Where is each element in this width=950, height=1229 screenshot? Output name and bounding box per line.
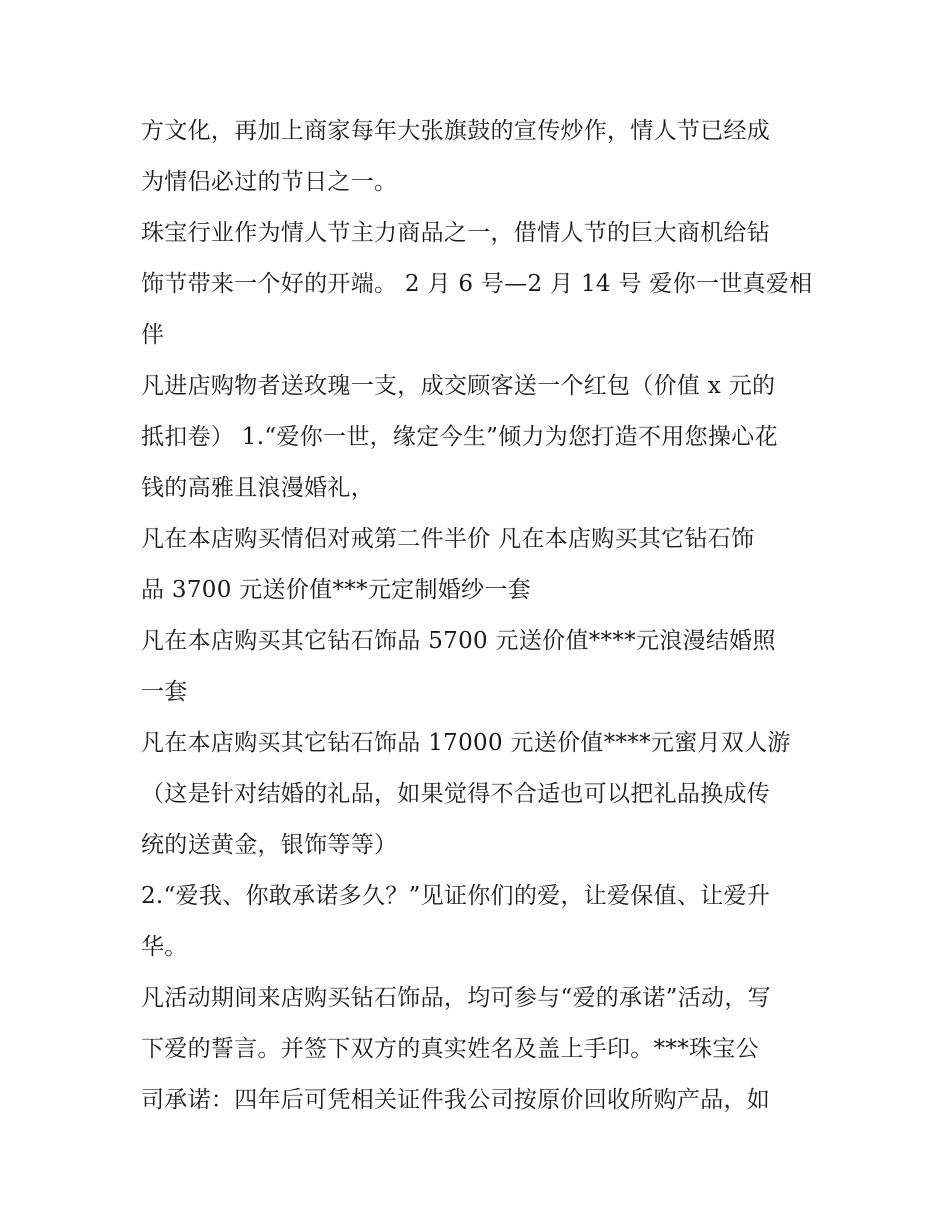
document-body [141,106,816,1126]
text-line: 凡在本店购买情侣对戒第二件半价 凡在本店购买其它钻石饰 [141,526,755,552]
text-line: 司承诺：四年后可凭相关证件我公司按原价回收所购产品，如 [141,1087,771,1113]
text-line: 品 3700 元送价值***元定制婚纱一套 [141,577,531,603]
text-line: 饰节带来一个好的开端。 2 月 6 号—2 月 14 号 爱你一世真爱相 [141,271,813,297]
text-line: 凡在本店购买其它钻石饰品 5700 元送价值****元浪漫结婚照 [141,628,776,654]
text-line: 抵扣卷） 1.“爱你一世，缘定今生”倾力为您打造不用您操心花 [141,424,778,450]
text-line: 华。 [141,934,188,960]
text-line: （这是针对结婚的礼品，如果觉得不合适也可以把礼品换成传 [141,781,771,807]
text-line: 钱的高雅且浪漫婚礼， [141,475,374,501]
text-line: 凡活动期间来店购买钻石饰品，均可参与“爱的承诺”活动，写 [141,985,771,1011]
text-line: 凡进店购物者送玫瑰一支，成交顾客送一个红包（价值 x 元的 [141,373,776,399]
text-line: 统的送黄金，银饰等等） [141,832,398,858]
text-line: 方文化，再加上商家每年大张旗鼓的宣传炒作，情人节已经成 [141,118,771,144]
text-line: 为情侣必过的节日之一。 [141,169,398,195]
text-line: 下爱的誓言。并签下双方的真实姓名及盖上手印。***珠宝公 [141,1036,759,1062]
text-line: 凡在本店购买其它钻石饰品 17000 元送价值****元蜜月双人游 [141,730,791,756]
text-line: 2.“爱我、你敢承诺多久？”见证你们的爱，让爱保值、让爱升 [141,883,771,909]
text-line: 一套 [141,679,188,705]
text-line: 珠宝行业作为情人节主力商品之一，借情人节的巨大商机给钻 [141,220,771,246]
text-line: 伴 [141,322,165,348]
